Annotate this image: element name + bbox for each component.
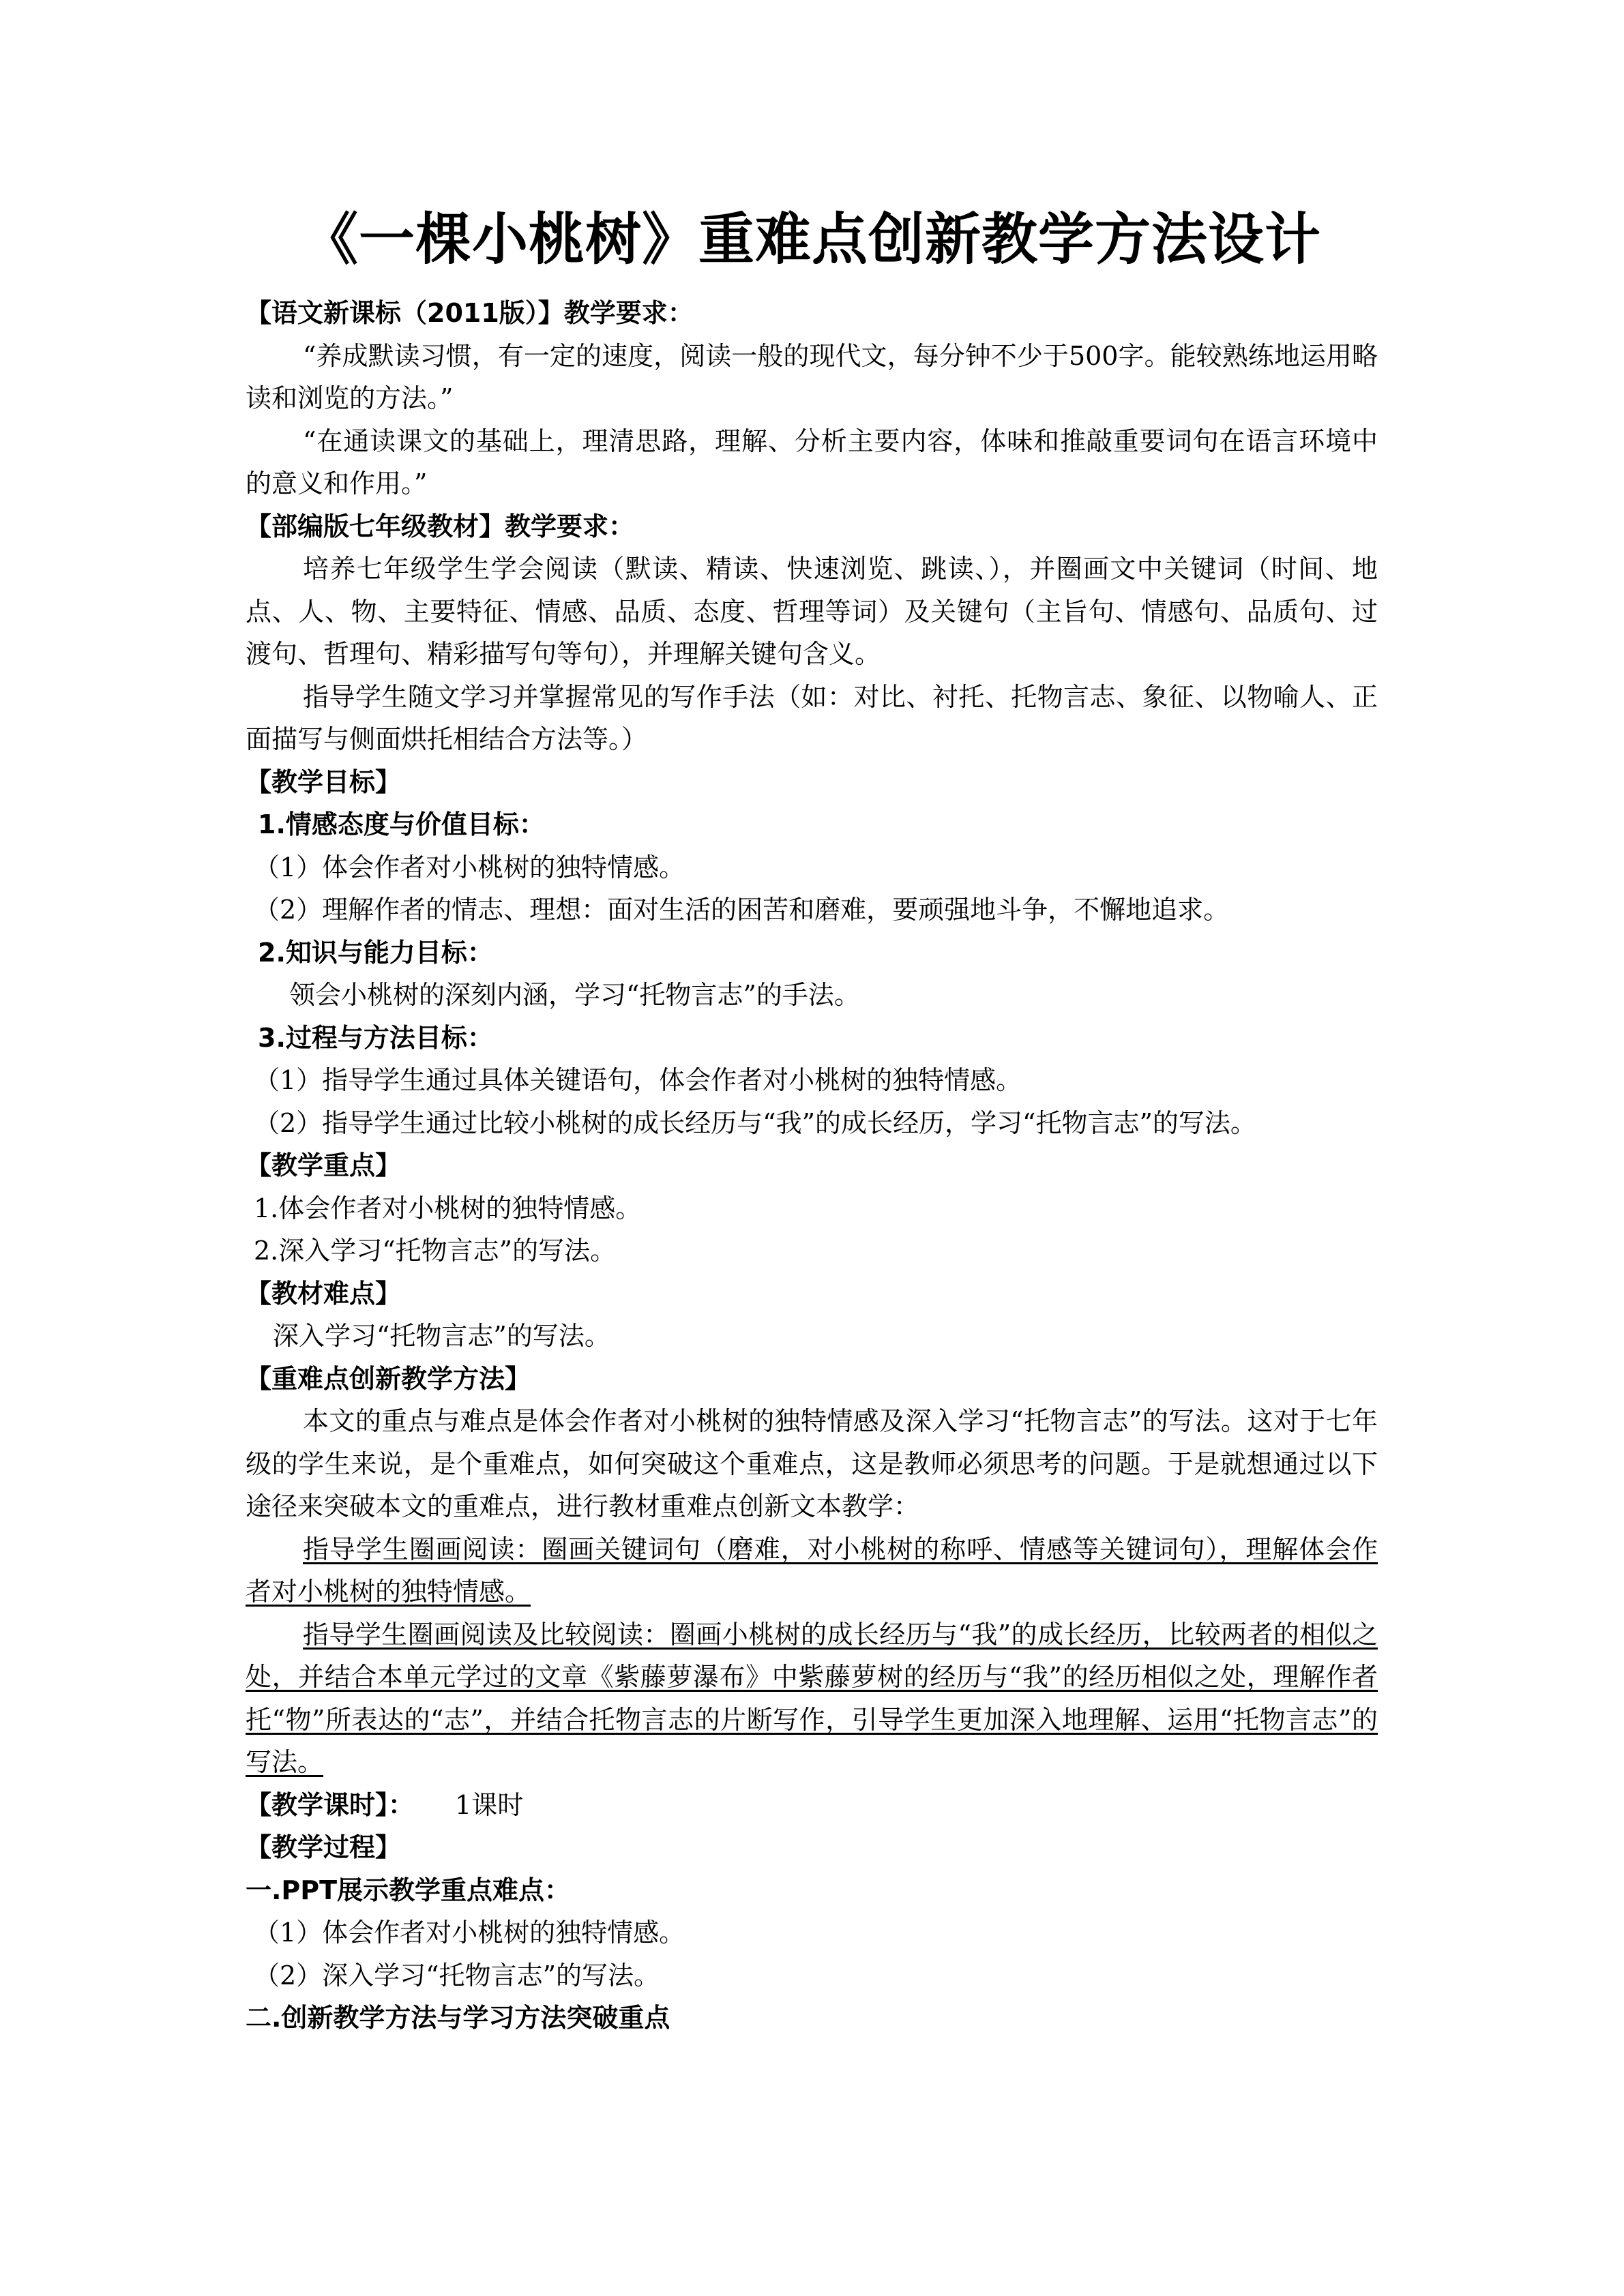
hours-value: 1课时 xyxy=(455,1789,524,1820)
objective-2-heading: 2.知识与能力目标： xyxy=(258,937,493,968)
method-paragraph-2-text: 指导学生圈画阅读：圈画关键词句（磨难，对小桃树的称呼、情感等关键词句），理解体会作者对小桃树的独特情感。 xyxy=(246,1534,1378,1607)
page-title: 《一棵小桃树》重难点创新教学方法设计 xyxy=(301,207,1321,272)
difficulty-heading: 【教材难点】 xyxy=(246,1278,402,1309)
process-heading: 【教学过程】 xyxy=(246,1832,402,1862)
process-step-1-item-2: （2）深入学习“托物言志”的写法。 xyxy=(254,1960,660,1991)
key-point-1: 1.体会作者对小桃树的独特情感。 xyxy=(254,1193,642,1223)
difficulty-text: 深入学习“托物言志”的写法。 xyxy=(273,1321,610,1351)
objectives-heading: 【教学目标】 xyxy=(246,766,402,797)
objective-3-item-1: （1）指导学生通过具体关键语句，体会作者对小桃树的独特情感。 xyxy=(254,1065,1022,1095)
curriculum-heading: 【语文新课标（2011版）】教学要求： xyxy=(246,298,694,328)
objective-1-heading: 1.情感态度与价值目标： xyxy=(258,809,545,839)
objective-1-item-1: （1）体会作者对小桃树的独特情感。 xyxy=(254,852,685,882)
textbook-paragraph-1: 培养七年级学生学会阅读（默读、精读、快速浏览、跳读、），并圈画文中关键词（时间、地点、人、物、主要特征、情感、品质、态度、哲理等词）及关键句（主旨句、情感句、品质句、过渡句、哲理句、精彩描写句等句），并理解关键句含义。 xyxy=(246,554,1378,669)
process-step-1: 一.PPT展示教学重点难点： xyxy=(246,1875,571,1905)
objective-3-heading: 3.过程与方法目标： xyxy=(258,1022,493,1053)
method-paragraph-1: 本文的重点与难点是体会作者对小桃树的独特情感及深入学习“托物言志”的写法。这对于七年级的学生来说，是个重难点，如何突破这个重难点，这是教师必须思考的问题。于是就想通过以下途径来突破本文的重难点，进行教材重难点创新文本教学： xyxy=(246,1406,1378,1521)
objective-3-item-2: （2）指导学生通过比较小桃树的成长经历与“我”的成长经历，学习“托物言志”的写法。 xyxy=(254,1107,1256,1138)
hours-heading: 【教学课时】： xyxy=(246,1789,415,1820)
method-paragraph-3 xyxy=(246,1613,1378,1784)
key-point-2: 2.深入学习“托物言志”的写法。 xyxy=(254,1236,617,1266)
method-paragraph-2 xyxy=(246,1528,1378,1613)
document-body xyxy=(246,292,1378,2040)
method-heading: 【重难点创新教学方法】 xyxy=(246,1363,531,1394)
curriculum-paragraph-2: “在通读课文的基础上，理清思路，理解、分析主要内容，体味和推敲重要词句在语言环境中的意义和作用。” xyxy=(246,426,1378,498)
hours-line xyxy=(246,1784,1378,1827)
objective-2-text: 领会小桃树的深刻内涵，学习“托物言志”的手法。 xyxy=(289,980,860,1010)
objective-1-item-2: （2）理解作者的情志、理想：面对生活的困苦和磨难，要顽强地斗争，不懈地追求。 xyxy=(254,895,1230,925)
method-paragraph-3-text: 指导学生圈画阅读及比较阅读：圈画小桃树的成长经历与“我”的成长经历，比较两者的相似之处，并结合本单元学过的文章《紫藤萝瀑布》中紫藤萝树的经历与“我”的经历相似之处，理解作者托“物”所表达的“志”，并结合托物言志的片断写作，引导学生更加深入地理解、运用“托物言志”的写法。 xyxy=(246,1619,1378,1777)
key-points-heading: 【教学重点】 xyxy=(246,1150,402,1180)
textbook-paragraph-2: 指导学生随文学习并掌握常见的写作手法（如：对比、衬托、托物言志、象征、以物喻人、正面描写与侧面烘托相结合方法等。） xyxy=(246,681,1378,754)
textbook-heading: 【部编版七年级教材】教学要求： xyxy=(246,511,635,541)
process-step-2: 二.创新教学方法与学习方法突破重点 xyxy=(246,2003,670,2033)
curriculum-paragraph-1: “养成默读习惯，有一定的速度，阅读一般的现代文，每分钟不少于500字。能较熟练地运用略读和浏览的方法。” xyxy=(246,340,1378,413)
process-step-1-item-1: （1）体会作者对小桃树的独特情感。 xyxy=(254,1918,685,1948)
